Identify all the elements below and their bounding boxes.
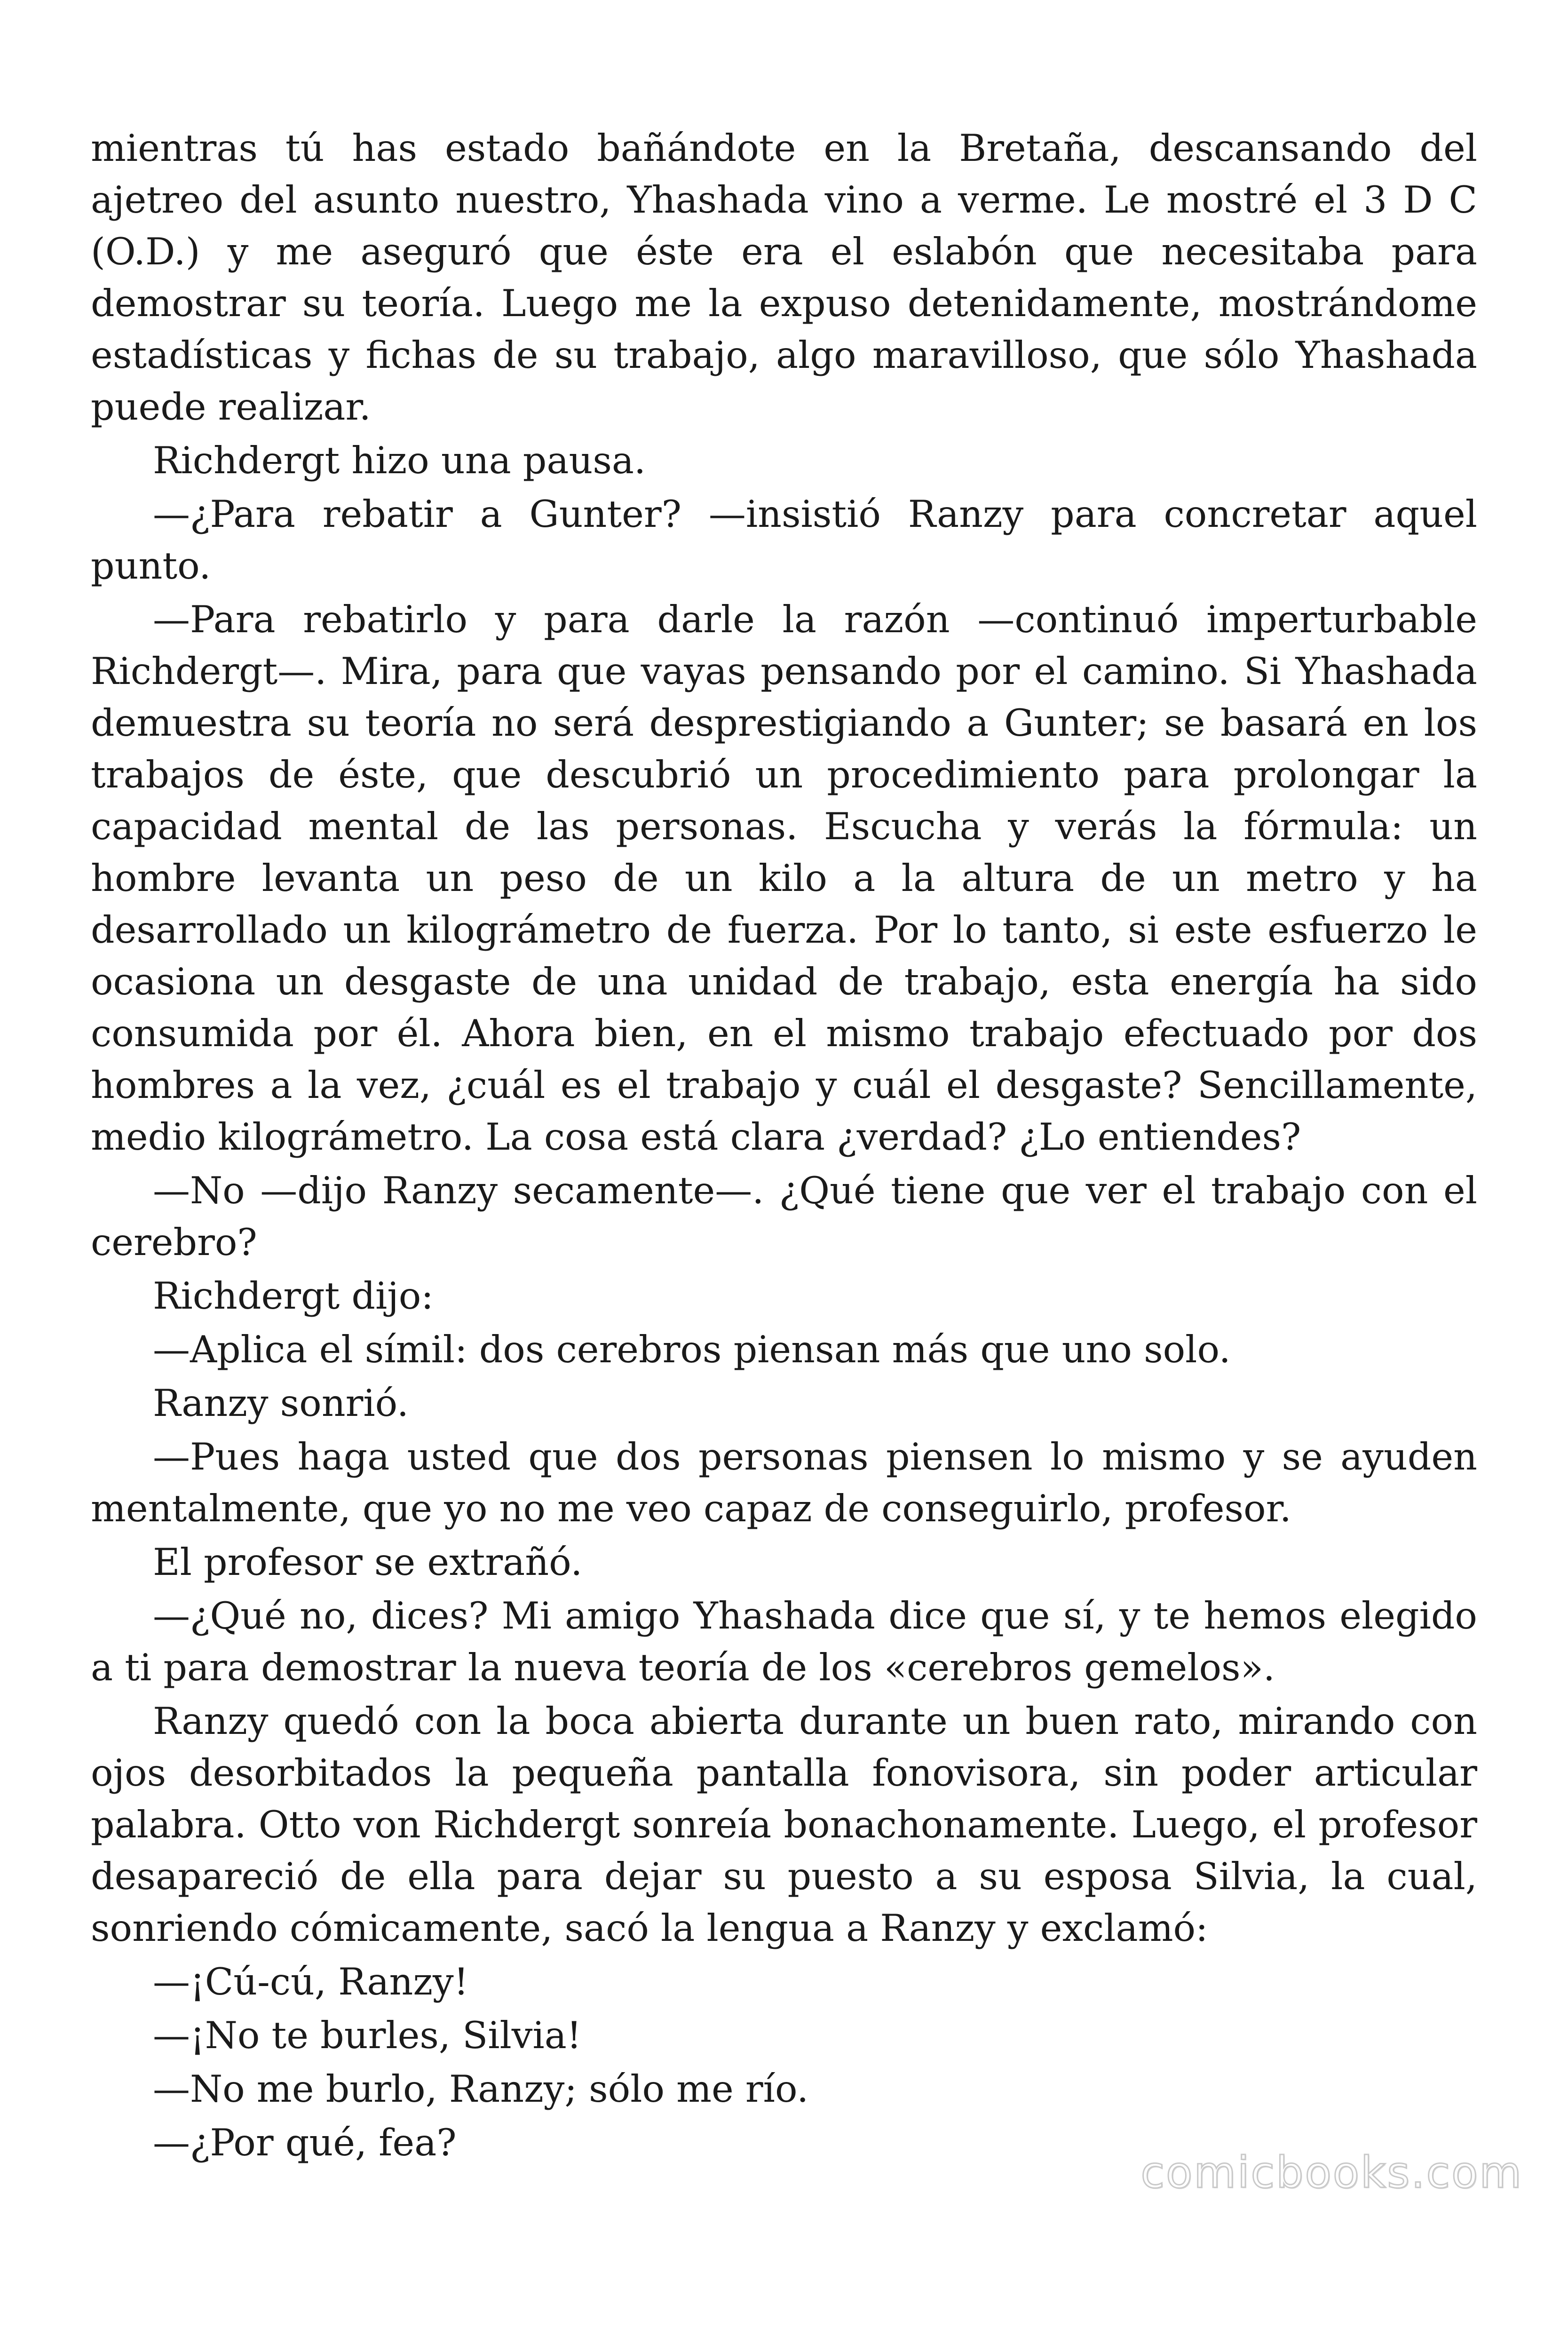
- paragraph: Richdergt dijo:: [153, 1274, 434, 1318]
- dialogue-line: —No me burlo, Ranzy; sólo me río.: [153, 2067, 809, 2111]
- paragraph-continuation: mientras tú has estado bañándote en la Bretaña, descansando del ajetreo del asunto nuestro, Yhashada vino a verme. Le mostré el 3 D C (O.D.) y me aseguró que éste era el eslabón que necesitaba para demostrar su teoría. Luego me la expuso detenidamente, mostrándome estadísticas y fichas de su trabajo, algo maravilloso, que sólo Yhashada puede realizar.: [91, 127, 1477, 429]
- dialogue-line: —Pues haga usted que dos personas piensen lo mismo y se ayuden mentalmente, que yo no me veo capaz de conseguirlo, profesor.: [91, 1435, 1477, 1530]
- paragraph: El profesor se extrañó.: [153, 1541, 583, 1584]
- dialogue-line: —Aplica el símil: dos cerebros piensan más que uno solo.: [153, 1328, 1231, 1371]
- paragraph: Ranzy sonrió.: [153, 1382, 409, 1425]
- dialogue-line: —No —dijo Ranzy secamente—. ¿Qué tiene que ver el trabajo con el cerebro?: [91, 1169, 1477, 1264]
- paragraph: Richdergt hizo una pausa.: [153, 439, 646, 482]
- dialogue-line: —¡No te burles, Silvia!: [153, 2014, 582, 2057]
- dialogue-line: —¿Para rebatir a Gunter? —insistió Ranzy para concretar aquel punto.: [91, 493, 1477, 588]
- dialogue-line: —¿Por qué, fea?: [153, 2121, 457, 2164]
- paragraph: Ranzy quedó con la boca abierta durante un buen rato, mirando con ojos desorbitados la pequeña pantalla fonovisora, sin poder articular palabra. Otto von Richdergt sonreía bonachonamente. Luego, el profesor desapareció de ella para dejar su puesto a su esposa Silvia, la cual, sonriendo cómicamente, sacó la lengua a Ranzy y exclamó:: [91, 1700, 1477, 1950]
- dialogue-line: —¿Qué no, dices? Mi amigo Yhashada dice que sí, y te hemos elegido a ti para demostrar la nueva teoría de los «cerebros gemelos».: [91, 1594, 1477, 1689]
- dialogue-line: —¡Cú-cú, Ranzy!: [153, 1960, 469, 2003]
- dialogue-line: —Para rebatirlo y para darle la razón —continuó imperturbable Richdergt—. Mira, para que vayas pensando por el camino. Si Yhashada demuestra su teoría no será desprestigiando a Gunter; se basará en los trabajos de éste, que descubrió un procedimiento para prolongar la capacidad mental de las personas. Escucha y verás la fórmula: un hombre levanta un peso de un kilo a la altura de un metro y ha desarrollado un kilográmetro de fuerza. Por lo tanto, si este esfuerzo le ocasiona un desgaste de una unidad de trabajo, esta energía ha sido consumida por él. Ahora bien, en el mismo trabajo efectuado por dos hombres a la vez, ¿cuál es el trabajo y cuál el desgaste? Sencillamente, medio kilográmetro. La cosa está clara ¿verdad? ¿Lo entiendes?: [91, 598, 1477, 1159]
- watermark: comicbooks.com: [1140, 2147, 1523, 2198]
- book-page-text: [91, 122, 1477, 2170]
